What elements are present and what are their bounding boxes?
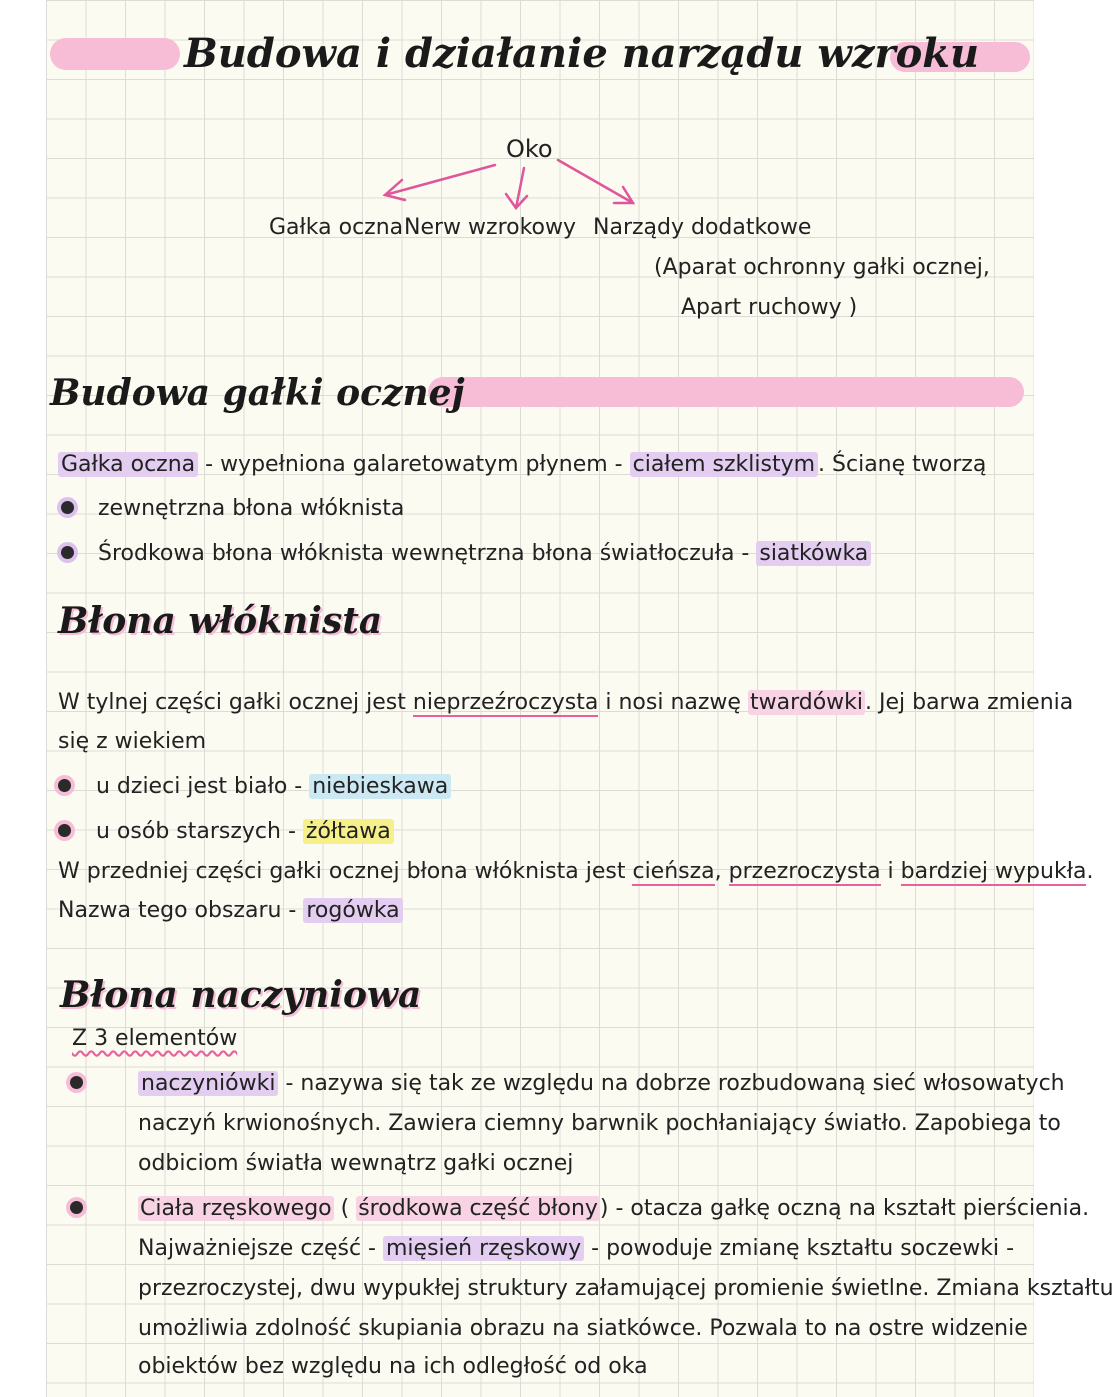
text: i [880,859,901,884]
diagram-note-line1: (Aparat ochronny gałki ocznej, [654,255,990,280]
diagram-note-line2: Apart ruchowy ) [681,295,858,320]
section1-bullet1: zewnętrzna błona włóknista [98,496,405,521]
term-siatkowka: siatkówka [756,541,871,566]
text: , [714,859,729,884]
arrow-right [558,160,633,203]
bullet-dot [70,1076,83,1089]
text: - nazywa się tak ze względu na dobrze rozbudowaną sieć włosowatych [278,1071,1065,1096]
bullet-dot [70,1201,83,1214]
term-zoltawa: żółtawa [303,819,394,844]
term-bardziej-wypukla: bardziej wypukła [900,859,1087,884]
section3-heading: Błona naczyniowa [60,974,422,1016]
section2-paragraph3 [58,897,403,925]
section3-bullet2-line4: umożliwia zdolność skupiania obrazu na siatkówce. Pozwala to na ostre widzenie [138,1316,1028,1341]
section2-heading: Błona włóknista [58,600,383,642]
diagram-child-eyeball: Gałka oczna [269,215,404,240]
term-cialo-szkliste: ciałem szklistym [630,452,818,477]
page-title: Budowa i działanie narządu wzroku [184,30,980,77]
section2-paragraph2 [58,858,1093,886]
section2-bullet1 [96,773,451,801]
term-przezroczysta: przezroczysta [728,859,881,884]
text: W tylnej części gałki ocznej jest [58,690,413,715]
text: Nazwa tego obszaru - [58,898,304,923]
section3-bullet1-line2: naczyń krwionośnych. Zawiera ciemny barwnik pochłaniający światło. Zapobiega to [138,1111,1061,1136]
bullet-dot [58,779,71,792]
text: W przedniej części gałki ocznej błona włóknista jest [58,859,633,884]
diagram-arrows [0,0,1080,240]
term-nieprzezroczysta: nieprzeźroczysta [412,690,599,715]
text: - powoduje zmianę kształtu soczewki - [584,1236,1015,1261]
text: Najważniejsze część - [138,1236,383,1261]
text: - wypełniona galaretowatym płynem - [198,452,630,477]
section3-bullet1-line3: odbiciom światła wewnątrz gałki ocznej [138,1151,574,1176]
section3-bullet2-line5: obiektów bez względu na ich odległość od oka [138,1354,648,1379]
text: u dzieci jest biało - [96,774,310,799]
bullet-dot [61,546,74,559]
term-rogowka: rogówka [303,898,402,923]
diagram-root: Oko [506,135,553,163]
section3-bullet2-line3: przezroczystej, dwu wypukłej struktury załamującej promienie świetlne. Zmiana kształtu [138,1276,1114,1301]
text: . [1086,859,1094,884]
section1-pill [428,377,1024,407]
diagram-child-accessory-organs: Narządy dodatkowe [593,215,812,240]
section1-bullet2 [98,540,871,568]
text: ) - otacza gałkę oczną na kształt pierścienia. [599,1196,1090,1221]
bullet-dot [61,501,74,514]
term-cialo-rzeskowe: Ciała rzęskowego [140,1196,332,1221]
section2-paragraph1-line2: się z wiekiem [58,729,207,754]
term-srodkowa-czesc-blony: środkowa część błony [358,1196,598,1221]
section2-paragraph1 [58,689,1073,717]
section1-heading: Budowa gałki ocznej [50,372,465,414]
term-naczyniowka: naczyniówki [138,1071,278,1096]
text: ( [333,1196,357,1221]
bullet-dot [58,824,71,837]
section2-bullet2 [96,818,394,846]
section3-subheading: Z 3 elementów [72,1026,238,1051]
term-miesien-rzeskowy: mięsień rzęskowy [383,1236,584,1261]
term-ciensza: cieńsza [632,859,715,884]
diagram-child-optic-nerve: Nerw wzrokowy [404,215,577,240]
text: . Ścianę tworzą [818,452,987,477]
text: Środkowa błona włóknista wewnętrzna błona światłoczuła - [98,541,757,566]
section1-paragraph [58,451,986,479]
term-niebieskawa: niebieskawa [309,774,451,799]
section3-bullet1 [138,1070,1065,1098]
term-galka-oczna: Gałka oczna [58,452,198,477]
term-twardowka: twardówki [749,690,863,715]
text: u osób starszych - [96,819,303,844]
section3-bullet2 [138,1195,1089,1223]
text: i nosi nazwę [598,690,748,715]
section3-bullet2-line2 [138,1235,1014,1263]
text: . Jej barwa zmienia [865,690,1074,715]
